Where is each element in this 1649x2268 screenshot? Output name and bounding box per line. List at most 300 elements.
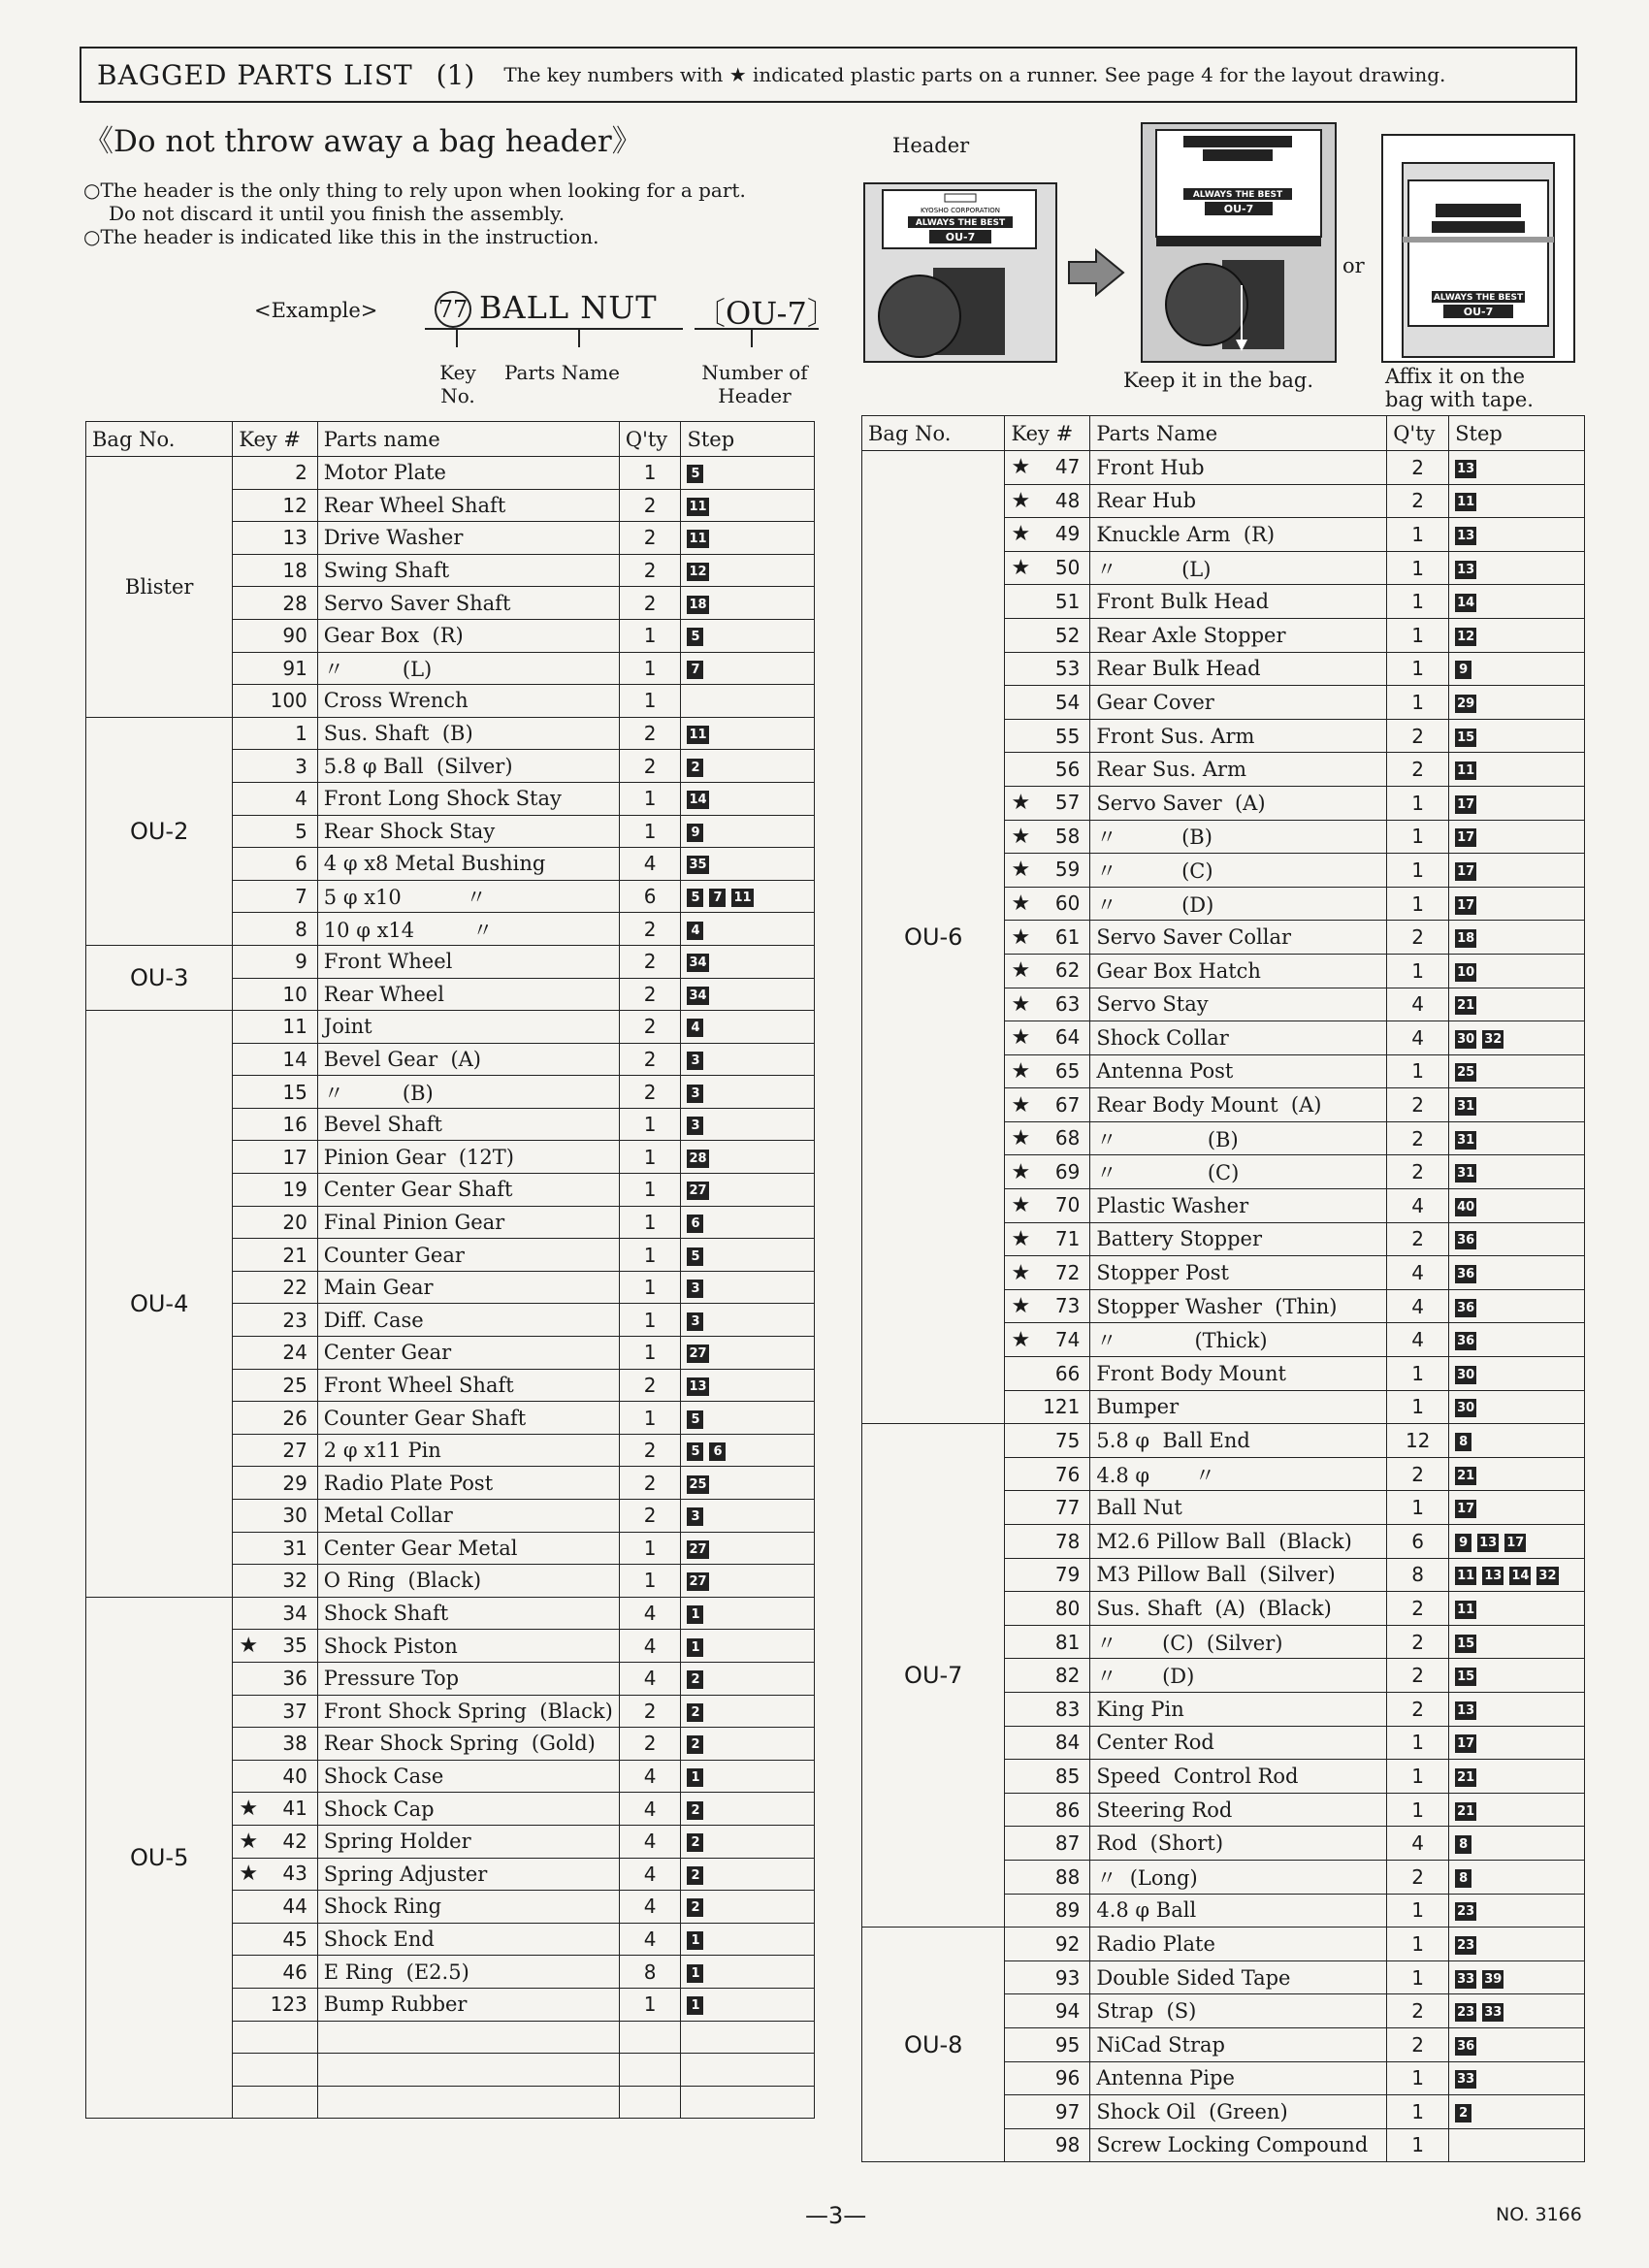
step-cell	[681, 1891, 815, 1924]
part-name: 〃 (C)	[1096, 1161, 1240, 1185]
qty-cell: 1	[1387, 518, 1449, 552]
key-number: 9	[295, 950, 307, 974]
key-number: 46	[282, 1960, 307, 1984]
step-badge: 1	[687, 1996, 703, 2015]
key-cell	[1005, 1726, 1090, 1760]
step-badge: 17	[1457, 863, 1475, 879]
step-badge: 31	[1457, 1099, 1475, 1115]
key-number: 29	[282, 1471, 307, 1495]
arrow-right-icon	[1067, 248, 1125, 301]
step-cell	[1449, 1928, 1585, 1961]
step-cell	[1449, 719, 1585, 753]
qty-cell: 4	[1387, 1323, 1449, 1357]
key-cell	[1005, 1390, 1090, 1424]
step-badge: 8	[1455, 1433, 1471, 1451]
key-number: 72	[1054, 1260, 1081, 1284]
key-number: 24	[282, 1341, 307, 1365]
step-badge: 2	[687, 1703, 703, 1722]
key-number: 28	[282, 591, 307, 615]
step-cell	[1449, 2128, 1585, 2162]
part-name-cell	[1090, 2128, 1387, 2162]
star-icon: ★	[1011, 1226, 1031, 1251]
key-number: 80	[1054, 1596, 1081, 1620]
qty-cell: 2	[619, 1695, 681, 1728]
step-cell	[681, 1956, 815, 1989]
part-name-cell	[1090, 786, 1387, 820]
key-cell	[1005, 484, 1090, 518]
key-cell	[1005, 1491, 1090, 1525]
step-badge: 2	[687, 1735, 703, 1754]
step-badge: 32	[1484, 1031, 1503, 1047]
key-cell	[233, 2086, 317, 2119]
step-cell	[1449, 2095, 1585, 2129]
key-number: 63	[1054, 991, 1081, 1016]
qty-cell	[619, 2054, 681, 2087]
step-badge: 36	[1457, 1233, 1475, 1248]
part-name-cell	[317, 1923, 619, 1956]
key-number: 123	[270, 1993, 307, 2017]
qty-cell: 1	[619, 619, 681, 652]
key-number: 96	[1054, 2066, 1081, 2090]
qty-cell: 1	[619, 1304, 681, 1337]
key-cell	[1005, 820, 1090, 854]
step-cell	[681, 815, 815, 848]
qty-cell: 4	[1387, 1189, 1449, 1223]
key-cell	[1005, 854, 1090, 888]
warning-heading: 《Do not throw away a bag header》	[83, 124, 642, 159]
part-name-cell	[317, 848, 619, 881]
part-name: Center Gear Metal	[323, 1536, 518, 1560]
step-badge: 17	[1457, 897, 1475, 913]
part-name: 4 φ x8 Metal Bushing	[323, 852, 546, 876]
part-name-cell	[317, 1304, 619, 1337]
qty-cell: 2	[619, 1467, 681, 1500]
part-name: Gear Box (R)	[323, 624, 464, 648]
qty-cell: 1	[1387, 2128, 1449, 2162]
key-number: 90	[282, 624, 307, 648]
key-number: 19	[282, 1178, 307, 1202]
qty-cell: 2	[619, 717, 681, 750]
key-number: 22	[282, 1276, 307, 1300]
key-number: 93	[1054, 1965, 1081, 1990]
step-badge: 28	[689, 1150, 707, 1166]
step-cell	[1449, 1357, 1585, 1391]
key-number: 30	[282, 1504, 307, 1528]
part-name: Diff. Case	[323, 1308, 424, 1332]
key-cell	[1005, 1960, 1090, 1994]
step-badge: 2	[687, 1801, 703, 1820]
part-name: Rear Sus. Arm	[1096, 758, 1246, 782]
step-badge: 13	[1457, 562, 1475, 577]
part-name-cell	[317, 1630, 619, 1663]
table-header-row	[86, 422, 815, 457]
star-icon: ★	[1011, 991, 1031, 1017]
part-name-cell	[1090, 1289, 1387, 1323]
key-cell	[1005, 2128, 1090, 2162]
qty-cell: 1	[619, 1402, 681, 1435]
step-badge: 11	[1457, 1602, 1475, 1617]
example-tick	[456, 328, 458, 347]
qty-cell: 1	[619, 1206, 681, 1239]
bag-cell: OU-6	[862, 451, 1005, 1424]
key-cell	[1005, 954, 1090, 988]
part-name-cell	[317, 815, 619, 848]
part-name-cell	[317, 1141, 619, 1174]
key-cell	[1005, 719, 1090, 753]
qty-cell: 4	[619, 1662, 681, 1695]
step-cell	[1449, 988, 1585, 1021]
part-name-cell	[1090, 551, 1387, 585]
qty-cell: 1	[619, 1271, 681, 1304]
star-icon: ★	[1011, 1327, 1031, 1352]
qty-cell: 1	[1387, 2061, 1449, 2095]
part-name: M2.6 Pillow Ball (Black)	[1096, 1529, 1352, 1553]
part-name-cell	[317, 2054, 619, 2087]
key-cell	[233, 522, 317, 555]
step-badge: 36	[1457, 1267, 1475, 1282]
step-badge: 30	[1457, 1367, 1475, 1382]
key-cell	[1005, 988, 1090, 1021]
step-cell	[1449, 1021, 1585, 1055]
step-cell	[1449, 1457, 1585, 1491]
step-badge: 32	[1538, 1569, 1557, 1584]
key-number: 26	[282, 1406, 307, 1430]
step-badge: 7	[687, 661, 703, 679]
key-number: 13	[282, 526, 307, 550]
step-cell	[1449, 1121, 1585, 1155]
star-icon: ★	[1011, 924, 1031, 950]
part-name: Servo Saver Collar	[1096, 925, 1292, 950]
qty-cell: 4	[1387, 988, 1449, 1021]
key-cell	[233, 1956, 317, 1989]
step-cell	[681, 1043, 815, 1076]
example-parts-label: Parts Name	[504, 361, 620, 384]
key-number: 40	[282, 1765, 307, 1789]
part-name: 10 φ x14 〃	[323, 918, 494, 942]
key-cell	[1005, 1827, 1090, 1861]
key-number: 6	[295, 852, 307, 876]
key-cell	[233, 1662, 317, 1695]
step-badge: 31	[1457, 1132, 1475, 1148]
part-name: 〃 (Thick)	[1096, 1329, 1268, 1353]
step-badge: 34	[689, 956, 707, 971]
step-badge: 27	[689, 1541, 707, 1557]
step-cell	[1449, 2061, 1585, 2095]
key-number: 62	[1054, 958, 1081, 983]
key-number: 81	[1054, 1630, 1081, 1654]
part-name-cell	[317, 1108, 619, 1141]
step-cell	[1449, 1760, 1585, 1794]
key-cell	[233, 1825, 317, 1858]
star-icon: ★	[1011, 1092, 1031, 1118]
step-badge: 14	[1511, 1569, 1530, 1584]
key-number: 17	[282, 1145, 307, 1169]
example-bag-code: 〔OU-7〕	[695, 295, 838, 332]
step-badge: 25	[689, 1476, 707, 1492]
table-row	[86, 1011, 815, 1044]
part-name: Shock End	[323, 1928, 435, 1952]
part-name: Gear Cover	[1096, 690, 1214, 714]
qty-cell: 2	[619, 1369, 681, 1402]
qty-cell: 4	[619, 1630, 681, 1663]
step-cell	[681, 1760, 815, 1793]
part-name: Metal Collar	[323, 1504, 453, 1528]
key-cell	[1005, 1894, 1090, 1928]
key-number: 54	[1054, 690, 1081, 714]
part-name-cell	[317, 1597, 619, 1630]
key-number: 42	[282, 1829, 307, 1853]
key-cell	[1005, 1558, 1090, 1592]
part-name-cell	[317, 717, 619, 750]
part-name-cell	[1090, 2095, 1387, 2129]
or-label: or	[1342, 254, 1365, 277]
key-cell	[233, 652, 317, 685]
key-cell	[233, 782, 317, 815]
step-badge: 1	[687, 1638, 703, 1657]
right-parts-table	[861, 415, 1585, 2162]
step-badge: 11	[689, 499, 707, 514]
qty-cell: 1	[1387, 1726, 1449, 1760]
page-number: —3—	[805, 2202, 867, 2229]
qty-cell: 1	[619, 782, 681, 815]
key-number: 89	[1054, 1898, 1081, 1923]
qty-cell: 2	[1387, 1121, 1449, 1155]
key-cell	[233, 1988, 317, 2021]
part-name: Rear Shock Stay	[323, 819, 496, 843]
step-cell	[1449, 1960, 1585, 1994]
part-name-cell	[317, 1728, 619, 1761]
step-badge: 21	[1457, 1803, 1475, 1819]
part-name: Rear Shock Spring (Gold)	[323, 1732, 596, 1756]
part-name-cell	[317, 619, 619, 652]
part-name: Gear Box Hatch	[1096, 958, 1261, 983]
illustration-bag-with-header	[863, 182, 1057, 363]
part-name-cell	[1090, 921, 1387, 955]
step-cell	[1449, 820, 1585, 854]
part-name-cell	[1090, 1222, 1387, 1256]
step-badge: 27	[689, 1574, 707, 1590]
key-number: 74	[1054, 1327, 1081, 1351]
part-name: Sus. Shaft (A) (Black)	[1096, 1596, 1332, 1620]
key-number: 60	[1054, 891, 1081, 916]
key-number: 57	[1054, 791, 1081, 815]
step-cell	[1449, 1860, 1585, 1894]
part-name-cell	[317, 1174, 619, 1207]
step-badge: 18	[689, 597, 707, 612]
step-badge: 10	[1457, 964, 1475, 980]
step-badge: 3	[687, 1280, 703, 1298]
step-cell	[681, 619, 815, 652]
step-cell	[1449, 1894, 1585, 1928]
example-key-label: Key No.	[439, 361, 476, 407]
star-icon: ★	[239, 1797, 259, 1822]
part-name: Front Shock Spring (Black)	[323, 1699, 613, 1723]
part-name-cell	[1090, 1525, 1387, 1559]
step-badge: 21	[1457, 998, 1475, 1014]
col-header-step: Step	[681, 422, 815, 457]
part-name: Rod (Short)	[1096, 1831, 1224, 1856]
step-cell	[681, 652, 815, 685]
part-name: O Ring (Black)	[323, 1569, 482, 1593]
step-cell	[681, 489, 815, 522]
step-badge: 4	[687, 1019, 703, 1037]
key-number: 82	[1054, 1664, 1081, 1688]
step-cell	[1449, 585, 1585, 619]
step-cell	[1449, 1424, 1585, 1458]
part-name: 〃 (L)	[1096, 557, 1212, 581]
document-number: NO. 3166	[1496, 2204, 1582, 2225]
key-cell	[1005, 1659, 1090, 1693]
key-cell	[233, 1891, 317, 1924]
key-number: 16	[282, 1113, 307, 1137]
key-number: 5	[295, 819, 307, 843]
example-underline	[479, 328, 683, 330]
step-badge: 11	[1457, 495, 1475, 510]
part-name: Antenna Post	[1096, 1059, 1234, 1084]
qty-cell: 2	[1387, 1592, 1449, 1626]
key-cell	[1005, 652, 1090, 686]
step-cell	[1449, 1558, 1585, 1592]
step-cell	[681, 1565, 815, 1598]
step-cell	[1449, 1222, 1585, 1256]
step-badge: 17	[1457, 1736, 1475, 1752]
bag-cell: OU-3	[86, 945, 233, 1010]
step-badge: 2	[687, 1898, 703, 1917]
qty-cell: 1	[1387, 1054, 1449, 1088]
step-badge: 5	[687, 1410, 703, 1429]
step-cell	[681, 1108, 815, 1141]
part-name: Shock Oil (Green)	[1096, 2099, 1288, 2123]
step-cell	[681, 750, 815, 783]
step-cell	[681, 1532, 815, 1565]
part-name-cell	[317, 587, 619, 620]
step-cell	[681, 554, 815, 587]
part-name-cell	[1090, 1256, 1387, 1290]
part-name-cell	[317, 1988, 619, 2021]
part-name: 〃 (C) (Silver)	[1096, 1631, 1283, 1655]
step-cell	[681, 457, 815, 490]
part-name: 5 φ x10 〃	[323, 886, 487, 910]
step-cell	[681, 2054, 815, 2087]
key-cell	[1005, 1760, 1090, 1794]
part-name: Center Gear Shaft	[323, 1178, 513, 1202]
key-number: 66	[1054, 1361, 1081, 1385]
qty-cell: 1	[1387, 1390, 1449, 1424]
part-name-cell	[317, 750, 619, 783]
key-number: 92	[1054, 1931, 1081, 1956]
part-name: Ball Nut	[1096, 1496, 1182, 1520]
part-name: Antenna Pipe	[1096, 2066, 1235, 2090]
step-badge: 7	[709, 889, 726, 907]
key-cell	[233, 587, 317, 620]
part-name: Spring Adjuster	[323, 1862, 488, 1886]
key-number: 21	[282, 1243, 307, 1267]
part-name: Servo Saver Shaft	[323, 591, 511, 615]
step-badge: 33	[1484, 2005, 1503, 2021]
qty-cell: 12	[1387, 1424, 1449, 1458]
qty-cell: 1	[1387, 652, 1449, 686]
part-name: Cross Wrench	[323, 689, 469, 713]
step-badge: 13	[1479, 1535, 1498, 1550]
part-name: Shock Case	[323, 1765, 444, 1789]
key-number: 47	[1054, 455, 1081, 479]
step-cell	[1449, 1625, 1585, 1659]
part-name: Radio Plate	[1096, 1931, 1215, 1956]
step-badge: 30	[1457, 1401, 1475, 1416]
part-name-cell	[317, 1532, 619, 1565]
part-name: 〃 (B)	[1096, 826, 1212, 850]
header-slogan-text: ALWAYS THE BEST	[915, 218, 1006, 228]
qty-cell: 2	[1387, 1659, 1449, 1693]
key-cell	[1005, 1323, 1090, 1357]
key-cell	[233, 1434, 317, 1467]
part-name-cell	[1090, 518, 1387, 552]
step-cell	[681, 1271, 815, 1304]
key-cell	[233, 1467, 317, 1500]
key-cell	[233, 1858, 317, 1891]
qty-cell: 2	[1387, 2027, 1449, 2061]
step-badge: 15	[1457, 729, 1475, 745]
key-number: 12	[282, 493, 307, 517]
qty-cell: 1	[1387, 854, 1449, 888]
qty-cell: 2	[619, 1076, 681, 1109]
key-number: 59	[1054, 858, 1081, 882]
step-cell	[1449, 2027, 1585, 2061]
key-number: 3	[295, 754, 307, 778]
key-cell	[1005, 1256, 1090, 1290]
step-cell	[681, 1011, 815, 1044]
qty-cell: 2	[619, 913, 681, 946]
key-number: 44	[282, 1895, 307, 1919]
step-cell	[681, 880, 815, 913]
step-cell	[1449, 1054, 1585, 1088]
qty-cell: 2	[619, 554, 681, 587]
key-number: 53	[1054, 657, 1081, 681]
key-number: 15	[282, 1080, 307, 1104]
step-badge: 9	[687, 824, 703, 842]
step-badge: 21	[1457, 1769, 1475, 1785]
example-underline	[425, 328, 479, 330]
key-cell	[1005, 1994, 1090, 2028]
key-cell	[1005, 2027, 1090, 2061]
part-name: Shock Collar	[1096, 1025, 1229, 1050]
star-icon: ★	[1011, 522, 1031, 547]
key-number: 2	[295, 461, 307, 485]
step-badge: 36	[1457, 1300, 1475, 1315]
part-name-cell	[1090, 719, 1387, 753]
part-name: Front Bulk Head	[1096, 590, 1270, 614]
step-badge: 36	[1457, 1334, 1475, 1349]
col-header-key: Key #	[1005, 416, 1090, 451]
key-cell	[1005, 1289, 1090, 1323]
star-icon: ★	[1011, 1159, 1031, 1184]
key-cell	[233, 1011, 317, 1044]
key-cell	[1005, 1625, 1090, 1659]
key-number: 61	[1054, 924, 1081, 949]
step-badge: 15	[1457, 1636, 1475, 1651]
col-header-qty: Q'ty	[1387, 416, 1449, 451]
step-badge: 11	[689, 728, 707, 743]
key-number: 64	[1054, 1025, 1081, 1050]
qty-cell: 1	[1387, 1760, 1449, 1794]
key-cell	[233, 1923, 317, 1956]
star-icon: ★	[1011, 858, 1031, 883]
warning-note-3: ○The header is indicated like this in the instruction.	[83, 225, 599, 248]
step-badge: 15	[1457, 1669, 1475, 1685]
table-row	[862, 451, 1585, 485]
key-cell	[233, 489, 317, 522]
key-number: 58	[1054, 824, 1081, 848]
